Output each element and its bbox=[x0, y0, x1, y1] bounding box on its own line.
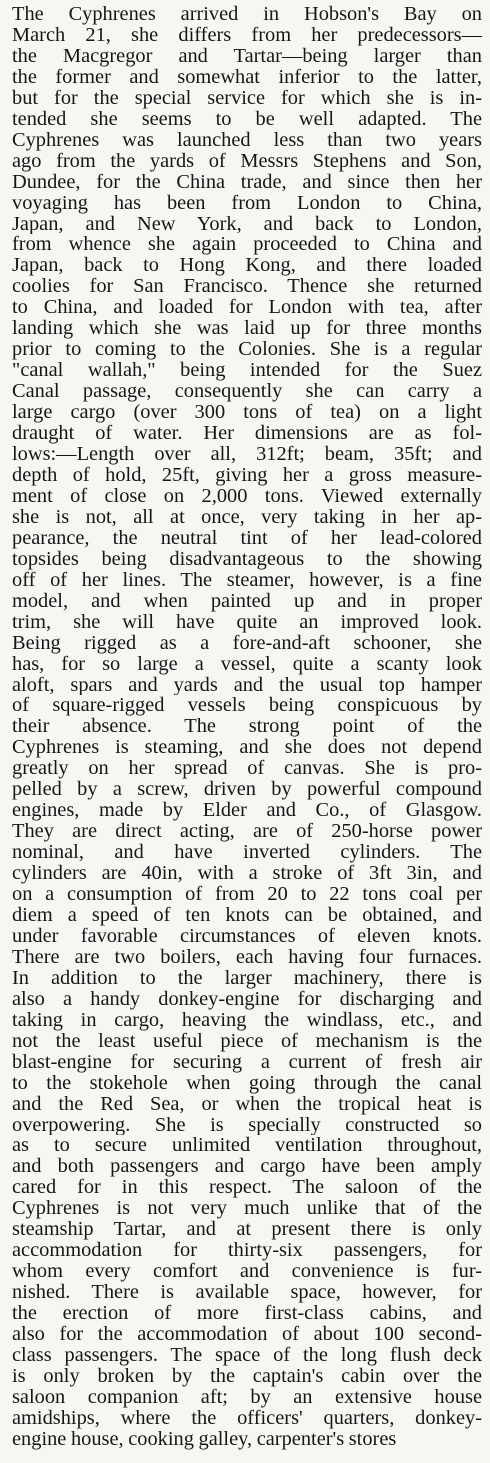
article-line: not the least useful piece of mechanism is the bbox=[12, 1030, 482, 1052]
article-line: Being rigged as a fore-and-aft schooner, she bbox=[12, 632, 482, 654]
article-line: ment of close on 2,000 tons. Viewed externally bbox=[12, 485, 482, 507]
article-line: pelled by a screw, driven by powerful compound bbox=[12, 779, 482, 801]
article-line: Dundee, for the China trade, and since then her bbox=[12, 171, 482, 193]
article-line: as to secure unlimited ventilation throughout, bbox=[12, 1135, 482, 1157]
article-line: saloon companion aft; by an extensive house bbox=[12, 1386, 482, 1408]
article-line: also for the accommodation of about 100 second- bbox=[12, 1324, 482, 1345]
article-line: ago from the yards of Messrs Stephens and Son, bbox=[12, 150, 482, 172]
article-line: from whence she again proceeded to China and bbox=[12, 234, 482, 256]
article-column bbox=[12, 4, 482, 1450]
article-line: coolies for San Francisco. Thence she returned bbox=[12, 276, 482, 298]
article-line: cylinders are 40in, with a stroke of 3ft 3in, and bbox=[12, 863, 482, 885]
article-line: depth of hold, 25ft, giving her a gross measure- bbox=[12, 464, 482, 486]
article-line: taking in cargo, heaving the windlass, etc., and bbox=[12, 1009, 482, 1031]
article-line: engines, made by Elder and Co., of Glasgow. bbox=[12, 800, 482, 822]
article-line: March 21, she differs from her predecessors— bbox=[12, 24, 482, 46]
article-line: trim, she will have quite an improved look. bbox=[12, 611, 482, 633]
article-line: the Macgregor and Tartar—being larger than bbox=[12, 45, 482, 67]
article-line: steamship Tartar, and at present there is only bbox=[12, 1219, 482, 1241]
article-line: the former and somewhat inferior to the latter, bbox=[12, 66, 482, 88]
article-line: the erection of more first-class cabins, and bbox=[12, 1303, 482, 1325]
article-line: but for the special service for which she is in- bbox=[12, 87, 482, 109]
article-line: voyaging has been from London to China, bbox=[12, 192, 482, 214]
article-line: whom every comfort and convenience is fur- bbox=[12, 1261, 482, 1283]
article-line: class passengers. The space of the long flush deck bbox=[12, 1345, 482, 1366]
article-line: aloft, spars and yards and the usual top hamper bbox=[12, 674, 482, 696]
article-line: and both passengers and cargo have been amply bbox=[12, 1156, 482, 1178]
article-line: topsides being disadvantageous to the showing bbox=[12, 548, 482, 570]
article-line: lows:—Length over all, 312ft; beam, 35ft; and bbox=[12, 444, 482, 465]
article-line: large cargo (over 300 tons of tea) on a light bbox=[12, 402, 482, 424]
article-line: and the Red Sea, or when the tropical heat is bbox=[12, 1093, 482, 1115]
article-line: of square-rigged vessels being conspicuous by bbox=[12, 695, 482, 717]
article-line: she is not, all at once, very taking in her ap- bbox=[12, 506, 482, 528]
article-line: cared for in this respect. The saloon of the bbox=[12, 1177, 482, 1199]
article-line: on a consumption of from 20 to 22 tons coal per bbox=[12, 884, 482, 905]
article-line: to the stokehole when going through the canal bbox=[12, 1072, 482, 1094]
article-line: accommodation for thirty-six passengers, for bbox=[12, 1240, 482, 1262]
article-line: "canal wallah," being intended for the Suez bbox=[12, 360, 482, 382]
article-line: Japan, and New York, and back to London, bbox=[12, 213, 482, 235]
article-line: blast-engine for securing a current of fresh air bbox=[12, 1051, 482, 1073]
article-line: overpowering. She is specially constructed so bbox=[12, 1114, 482, 1136]
article-line: Cyphrenes is not very much unlike that of the bbox=[12, 1198, 482, 1220]
article-line: The Cyphrenes arrived in Hobson's Bay on bbox=[12, 4, 482, 25]
article-line: Cyphrenes was launched less than two years bbox=[12, 129, 482, 151]
article-line: pearance, the neutral tint of her lead-colored bbox=[12, 527, 482, 549]
article-line: is only broken by the captain's cabin over the bbox=[12, 1365, 482, 1387]
article-line: under favorable circumstances of eleven knots. bbox=[12, 925, 482, 947]
article-line: draught of water. Her dimensions are as fol- bbox=[12, 423, 482, 445]
article-line: landing which she was laid up for three months bbox=[12, 318, 482, 340]
article-line: prior to coming to the Colonies. She is a regular bbox=[12, 339, 482, 361]
article-line: diem a speed of ten knots can be obtained, and bbox=[12, 904, 482, 926]
article-line: their absence. The strong point of the bbox=[12, 716, 482, 738]
article-line: to China, and loaded for London with tea, after bbox=[12, 297, 482, 319]
article-line: greatly on her spread of canvas. She is pro- bbox=[12, 758, 482, 780]
article-line: engine house, cooking galley, carpenter's stores bbox=[12, 1428, 397, 1450]
article-line: off of her lines. The steamer, however, is a fine bbox=[12, 569, 482, 591]
article-line: nished. There is available space, however, for bbox=[12, 1282, 482, 1304]
article-line: tended she seems to be well adapted. The bbox=[12, 108, 482, 130]
article-line: Japan, back to Hong Kong, and there loaded bbox=[12, 255, 482, 277]
article-line: Cyphrenes is steaming, and she does not depend bbox=[12, 737, 482, 759]
article-line: also a handy donkey-engine for discharging and bbox=[12, 988, 482, 1010]
article-line: They are direct acting, are of 250-horse power bbox=[12, 821, 482, 843]
article-line: amidships, where the officers' quarters, donkey- bbox=[12, 1407, 482, 1429]
article-line: Canal passage, consequently she can carry a bbox=[12, 381, 482, 403]
article-line: There are two boilers, each having four furnaces. bbox=[12, 946, 482, 968]
article-line: nominal, and have inverted cylinders. The bbox=[12, 842, 482, 864]
article-line: has, for so large a vessel, quite a scanty look bbox=[12, 653, 482, 675]
article-line: model, and when painted up and in proper bbox=[12, 590, 482, 612]
article-line: In addition to the larger machinery, there is bbox=[12, 967, 482, 989]
